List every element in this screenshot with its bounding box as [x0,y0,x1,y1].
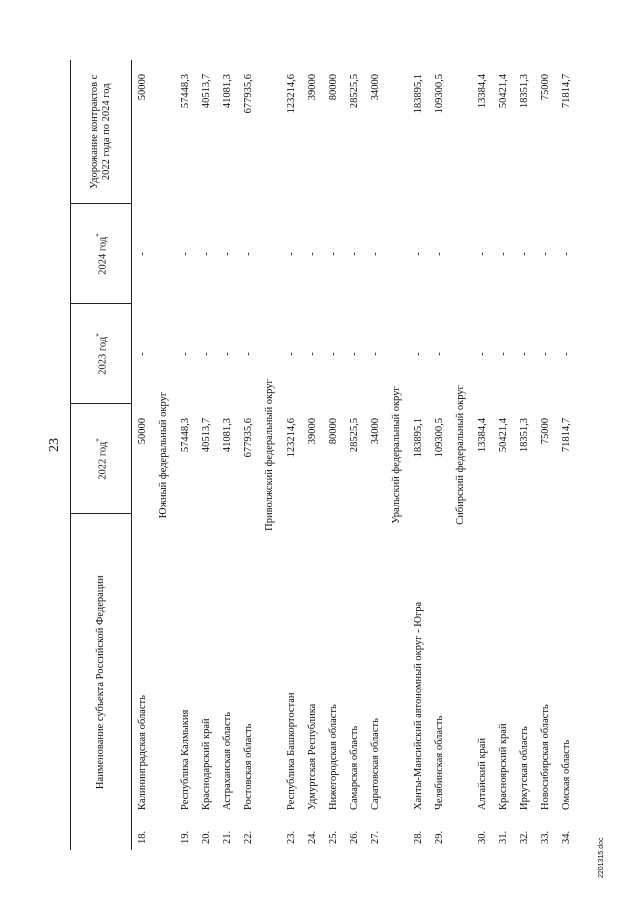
row-number: 28. [412,830,424,844]
page-number: 23 [47,438,62,452]
value-2024: - [369,252,381,256]
value-2023: - [539,352,551,356]
value-total-increase: 39000 [306,74,318,101]
value-total-increase: 123214,6 [285,74,297,114]
row-number: 32. [518,830,530,844]
document-code: 2201315.doc [598,837,605,878]
row-number: 22. [242,830,254,844]
value-2022: 677935,6 [242,418,254,458]
value-2023: - [412,352,424,356]
value-2022: 40513,7 [200,418,212,453]
table-row [238,60,259,850]
value-2022: 71814,7 [560,418,572,453]
value-total-increase: 109300,5 [433,74,445,114]
value-2022: 123214,6 [285,418,297,458]
value-total-increase: 80000 [327,74,339,101]
table-row [217,60,238,850]
value-2024: - [242,252,254,256]
header-2023: 2023 год* [71,304,132,404]
region-name: Краснодарский край [200,718,212,810]
value-total-increase: 18351,3 [518,74,530,109]
value-2023: - [348,352,360,356]
value-total-increase: 50421,4 [497,74,509,109]
value-total-increase: 677935,6 [242,74,254,114]
table-row [323,60,344,850]
value-2022: 41081,3 [221,418,233,453]
value-2023: - [306,352,318,356]
table-row [196,60,217,850]
district-heading: Сибирский федеральный округ [455,385,466,525]
value-2023: - [179,352,191,356]
value-2024: - [476,252,488,256]
value-2024: - [179,252,191,256]
value-2023: - [242,352,254,356]
region-name: Челябинская область [433,715,445,810]
value-2023: - [200,352,212,356]
value-2024: - [348,252,360,256]
table-row [132,60,154,850]
value-total-increase: 34000 [369,74,381,101]
table-row [429,60,450,850]
table-row [472,60,493,850]
table-header-row [71,60,132,850]
row-number: 21. [221,830,233,844]
row-number: 29. [433,830,445,844]
table-body [132,60,578,850]
region-name: Удмуртская Республика [306,703,318,810]
value-2023: - [497,352,509,356]
value-2024: - [285,252,297,256]
region-name: Омская область [560,739,572,810]
header-total-increase: Удорожание контрактов с 2022 года по 2024 год [71,60,132,204]
region-name: Калининградская область [136,695,148,810]
value-2024: - [200,252,212,256]
region-name: Самарская область [348,725,360,810]
row-number: 23. [285,830,297,844]
district-heading: Приволжский федеральный округ [264,379,275,531]
table-row [175,60,196,850]
value-2022: 183895,1 [412,418,424,458]
value-2022: 13384,4 [476,418,488,453]
table-row [408,60,429,850]
table-row [344,60,365,850]
value-total-increase: 13384,4 [476,74,488,109]
region-name: Новосибирская область [539,704,551,810]
region-name: Красноярский край [497,723,509,810]
value-2022: 28525,5 [348,418,360,453]
header-region-name: Наименование субъекта Российской Федерации [71,514,132,850]
district-heading: Уральский федеральный округ [391,386,402,524]
contracts-table [70,60,577,850]
row-number: 24. [306,830,318,844]
value-2023: - [327,352,339,356]
value-total-increase: 75000 [539,74,551,101]
value-2023: - [285,352,297,356]
row-number: 18. [136,830,148,844]
value-2022: 109300,5 [433,418,445,458]
value-2024: - [433,252,445,256]
value-2024: - [221,252,233,256]
table-row [365,60,386,850]
value-total-increase: 50000 [136,74,148,101]
district-heading-row [386,60,408,850]
region-name: Нижегородская область [327,704,339,810]
region-name: Саратовская область [369,718,381,810]
region-name: Республика Калмыкия [179,709,191,810]
value-2022: 57448,3 [179,418,191,453]
row-number: 26. [348,830,360,844]
value-2022: 18351,3 [518,418,530,453]
row-number: 27. [369,830,381,844]
region-name: Иркутская область [518,726,530,810]
row-number: 33. [539,830,551,844]
value-total-increase: 41081,3 [221,74,233,109]
value-2024: - [560,252,572,256]
value-2023: - [518,352,530,356]
region-name: Астраханская область [221,712,233,810]
value-2022: 75000 [539,418,551,445]
value-2023: - [433,352,445,356]
header-2024: 2024 год* [71,204,132,304]
value-2023: - [221,352,233,356]
district-heading-row [450,60,472,850]
row-number: 30. [476,830,488,844]
value-2024: - [412,252,424,256]
district-heading: Южный федеральный округ [158,391,169,519]
header-2022: 2022 год* [71,404,132,514]
region-name: Ростовская область [242,723,254,810]
value-2024: - [327,252,339,256]
value-2022: 80000 [327,418,339,445]
region-name: Республика Башкортостан [285,692,297,810]
row-number: 34. [560,830,572,844]
value-2023: - [476,352,488,356]
table-row [514,60,535,850]
contracts-table-container [70,60,572,850]
table-row [302,60,323,850]
district-heading-row [153,60,175,850]
value-2022: 34000 [369,418,381,445]
value-total-increase: 57448,3 [179,74,191,109]
value-2023: - [369,352,381,356]
value-total-increase: 71814,7 [560,74,572,109]
row-number: 25. [327,830,339,844]
row-number: 20. [200,830,212,844]
value-2024: - [497,252,509,256]
region-name: Алтайский край [476,737,488,810]
value-2022: 39000 [306,418,318,445]
value-2022: 50421,4 [497,418,509,453]
row-number: 19. [179,830,191,844]
value-2023: - [560,352,572,356]
value-total-increase: 28525,5 [348,74,360,109]
value-total-increase: 183895,1 [412,74,424,114]
value-2024: - [136,252,148,256]
table-row [281,60,302,850]
value-total-increase: 40513,7 [200,74,212,109]
region-name: Ханты-Мансийский автономный округ - Югра [412,601,424,810]
row-number: 31. [497,830,509,844]
district-heading-row [259,60,281,850]
table-row [535,60,556,850]
value-2024: - [518,252,530,256]
value-2022: 50000 [136,418,148,445]
table-row [493,60,514,850]
table-row [556,60,577,850]
value-2024: - [306,252,318,256]
value-2023: - [136,352,148,356]
value-2024: - [539,252,551,256]
